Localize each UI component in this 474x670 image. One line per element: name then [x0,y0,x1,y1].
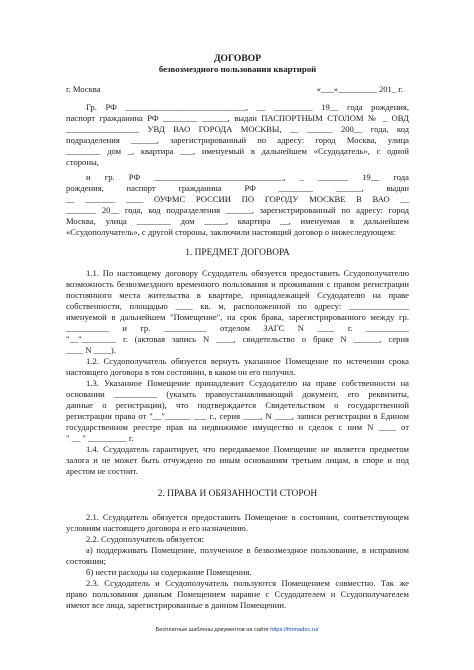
body-line: регистрации права от "__"______ ___ г., серия ____, N ____, записи регистрации в Едином [66,411,409,421]
body-line: " __ " _________ г. [66,433,134,443]
body-line: условиям настоящего договора и его назначению. [66,523,248,533]
body-line: данные о регистрации), что подтверждается Свидетельством о государственной [66,400,409,410]
body-line: 2.3. Ссудодатель и Ссудополучатель пользуются Помещением совместно. Так же [86,578,409,588]
body-line: рождения, паспорт гражданина РФ ________ ______, выдан [66,183,409,193]
body-line: __ _______ ____ ОУФМС РОССИИ ПО ГОРОДУ МОСКВЕ В ВАО __ [66,194,409,204]
section-heading: 1. ПРЕДМЕТ ДОГОВОРА [185,248,290,258]
body-line: 1.3. Указанное Помещение принадлежит Ссудодателю на праве собственности на [86,378,409,388]
body-line: подразделения ______, зарегистрированный по адресу: город Москва, улица [66,135,409,145]
footer-label: Бесплатные шаблоны документов на сайте [155,627,269,633]
body-line: 1.1. По настоящему договору Ссудодатель обязуется предоставить Ссудополучателю [86,268,409,278]
body-line: _________________ УВД ВАО ГОРОДА МОСКВЫ, __ ______ 200__ года, код [66,124,409,134]
body-line: Гр. РФ ____________________________, __ _________ 19__ года рождения, [86,102,409,112]
body-line: "__"________ г. (актовая запись N ____, свидетельство о браке N ______, серия [66,334,409,344]
body-line: собственности, площадью ____ кв. м, расположенной по адресу: ______________ [66,301,409,311]
body-line: залога и не может быть отчуждено по иным основаниям третьим лицам, в споре и под [66,455,409,465]
body-line: 2.2. Ссудополучатель обязуется: [86,534,204,544]
body-line: «Ссудополучатель», с другой стороны, заключили настоящий договор о нижеследующем: [66,227,396,237]
body-line: основании __________ (указать правоустанавливающий документ, его реквизиты, [66,389,409,399]
footer-note [0,627,474,633]
body-line: постоянного места жительства в квартире, принадлежащей Ссудодателю на праве [66,290,409,300]
body-line: и гр. РФ ______________________________, _ _______ 19__ года [86,172,409,182]
document-subtitle: безвозмездного пользования квартирой [158,64,317,74]
body-line: _______ 20__ года, код подразделения ______, зарегистрированный по адресу: город [66,205,409,215]
body-line: б) нести расходы на содержание Помещения. [86,567,252,577]
body-line: Москва, улица ________ дом _____, квартира __, именуемая в дальнейшем [66,216,409,226]
body-line: имеют все лица, зарегистрированные в данном Помещении. [66,600,287,610]
body-line: 1.4. Ссудодатель гарантирует, что передаваемое Помещение не является предметом [86,444,409,454]
body-line: 1.2. Ссудополучатель обязуется вернуть указанное Помещение по истечении срока [86,356,409,366]
body-line: настоящего договора в том состоянии, в каком он его получил. [66,367,296,377]
body-line: ________ дом _, квартира ___, именуемый в дальнейшем «Ссудодатель», с одной [66,146,409,156]
body-line: именуемой в дальнейшем "Помещение", на срок брака, зарегистрированного между гр. [66,312,409,322]
body-line: 2.1. Ссудодатель обязуется предоставить Помещение в состоянии, соответствующем [86,512,409,522]
body-line: государственном реестре прав на недвижимое имущество и сделок с ним N ____ от [66,422,409,432]
body-line: а) поддерживать Помещение, полученное в безвозмездное пользование, в исправном [86,545,409,555]
body-line: арестом не состоит. [66,466,138,476]
body-line: право пользования данным Помещением наравне с Ссудодателем и Ссудополучателем [66,589,409,599]
city: г. Москва [66,84,101,94]
body-line: паспорт гражданина РФ ________ ______, выдан ПАСПОРТНЫМ СТОЛОМ № _ ОВД [66,113,409,123]
body-line: ____ N ____). [66,345,116,355]
body-line: __________ и гр. __________ отделом ЗАГС N ____ г. __________ [66,323,409,333]
place-date-line [66,84,409,94]
contract-date: «___»_________ 201_ г. [316,84,403,94]
section-heading: 2. ПРАВА И ОБЯЗАННОСТИ СТОРОН [157,489,318,499]
body-line: состоянии; [66,556,107,566]
body-line: возможность безвозмездного временного пользования и проживания с правом регистрации [66,279,409,289]
document-title: ДОГОВОР [213,54,262,64]
footer-link[interactable]: https://formadoc.ru/ [270,627,319,633]
body-line: стороны, [66,157,99,167]
